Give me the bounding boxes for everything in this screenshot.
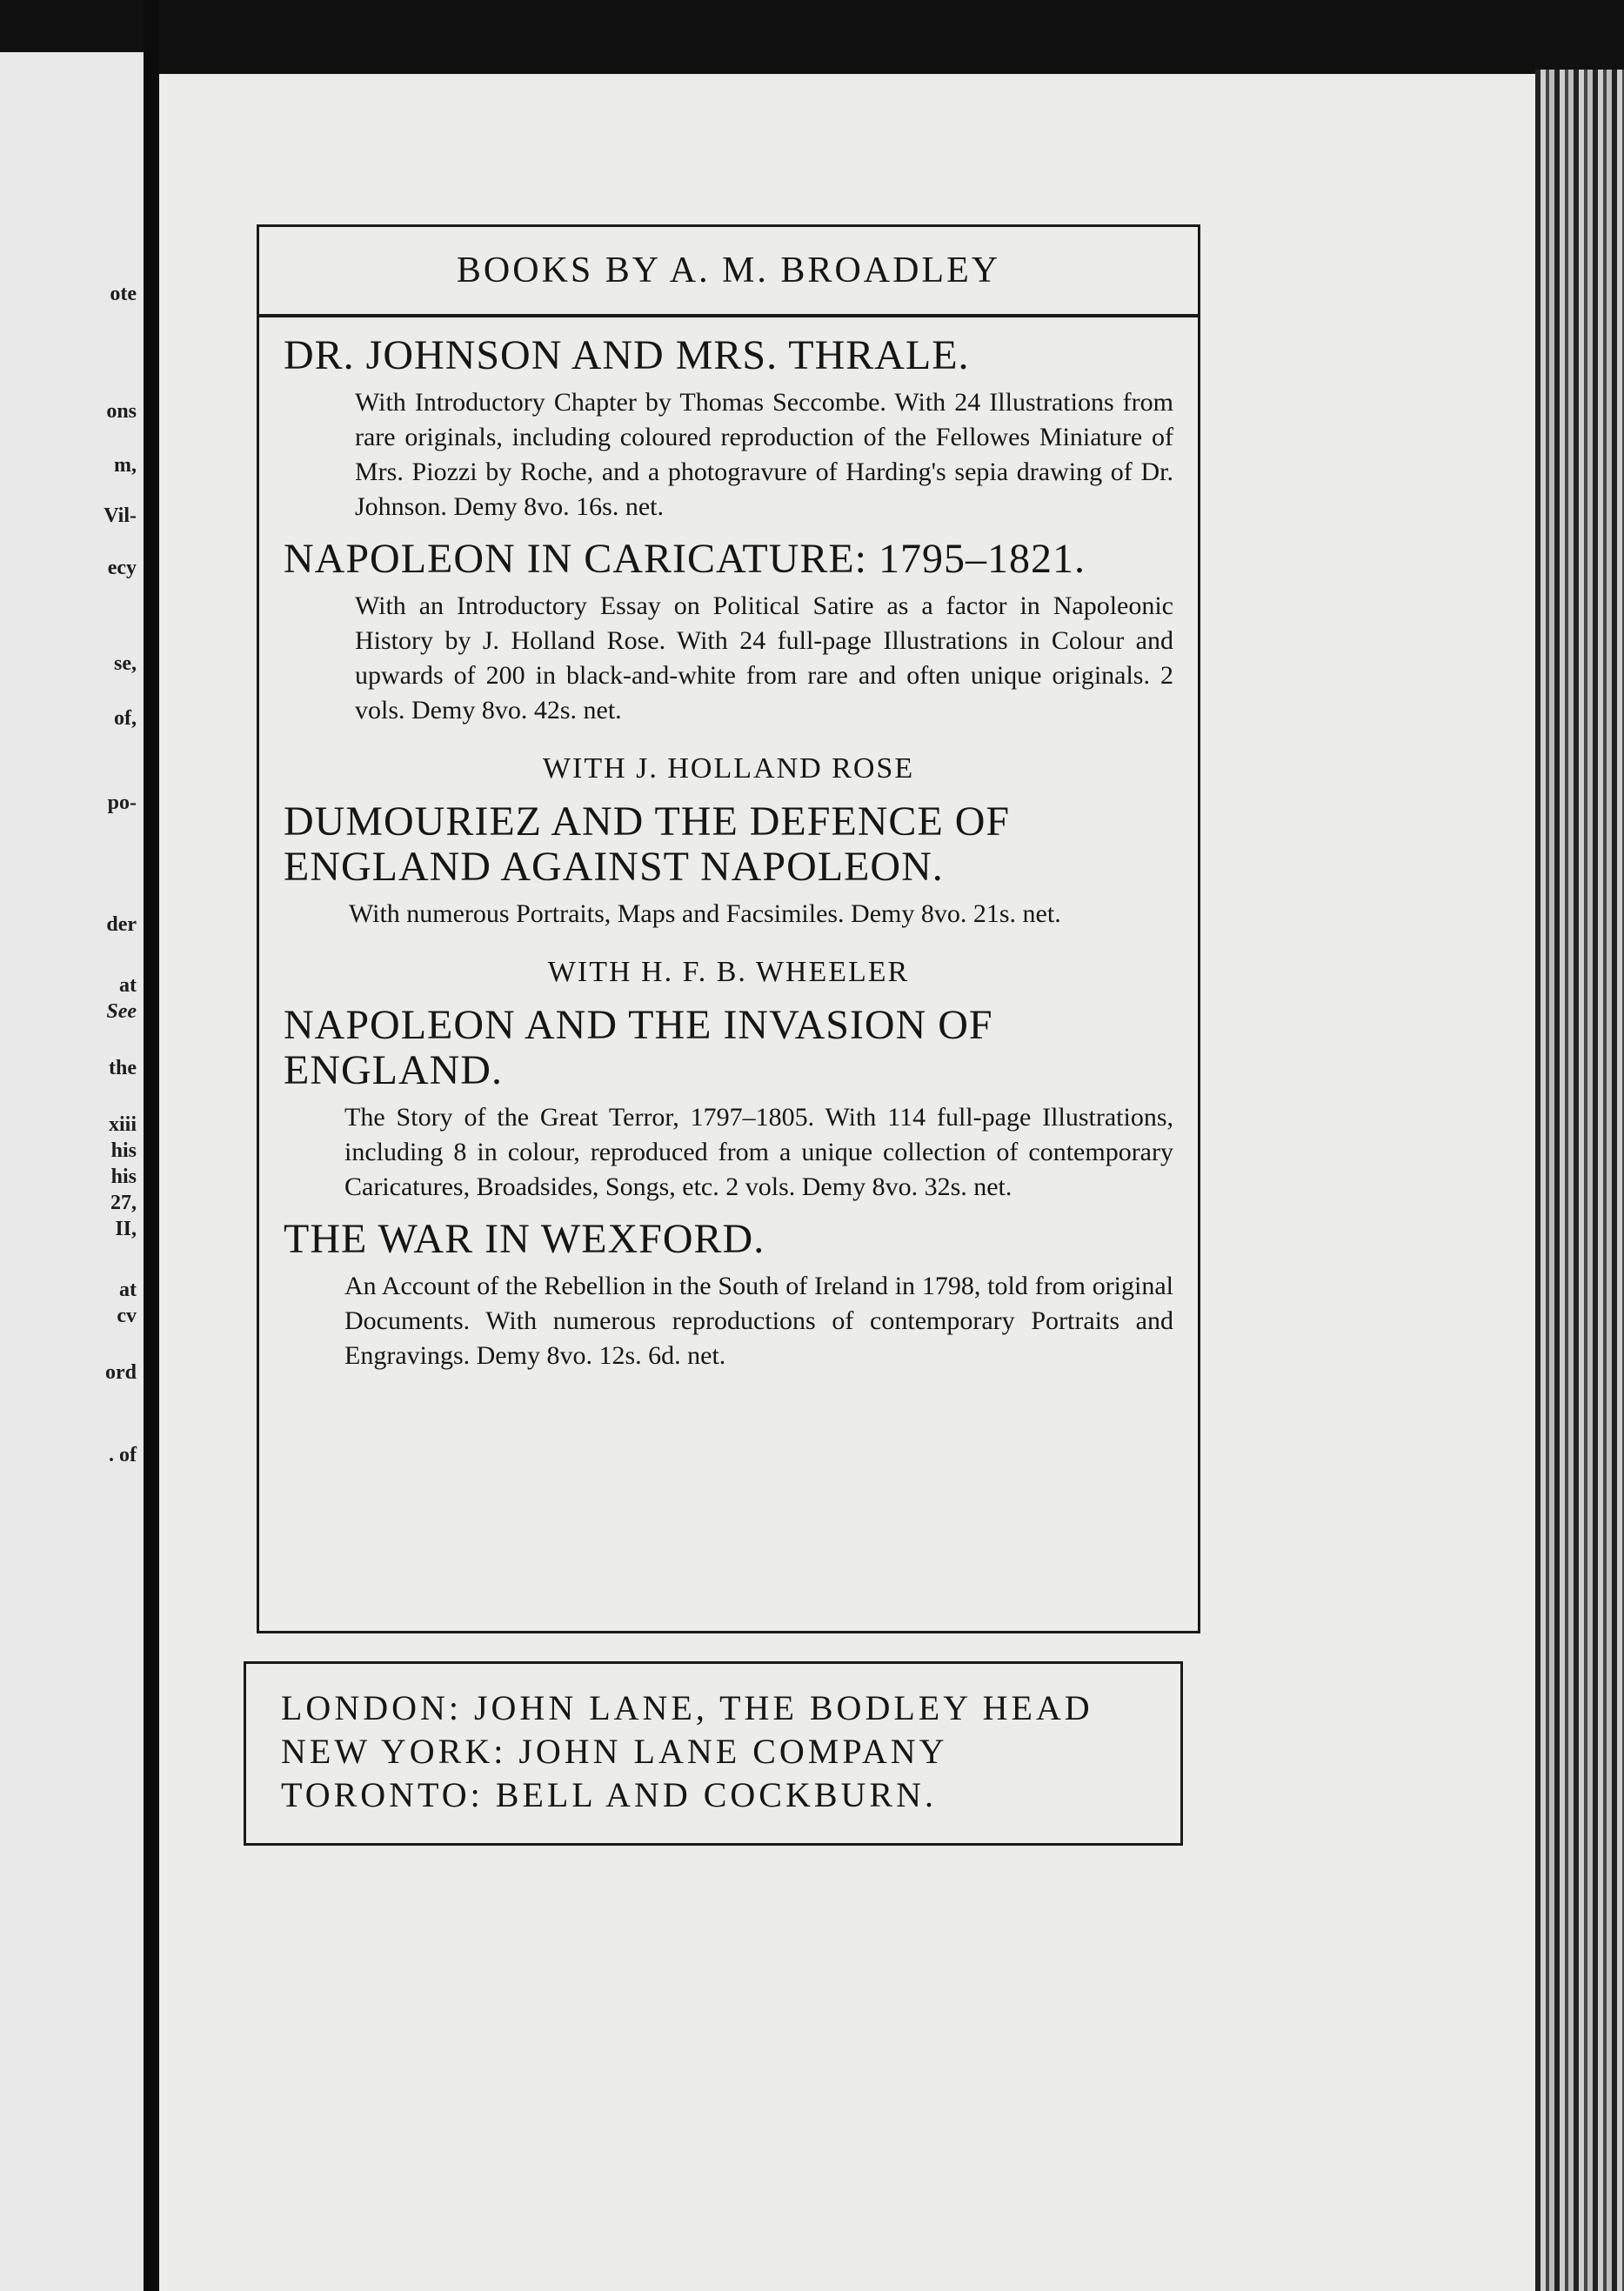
fragment-text: ons — [106, 400, 137, 423]
fragment-text: m, — [114, 454, 137, 477]
book-title: DR. JOHNSON AND MRS. THRALE. — [284, 332, 970, 378]
page-edges — [1535, 70, 1624, 2291]
fragment-text: his — [110, 1166, 137, 1188]
publisher-imprint — [244, 1661, 1183, 1846]
fragment-text: ote — [110, 283, 137, 305]
advertisement-box — [257, 224, 1200, 1633]
fragment-text: of, — [114, 707, 137, 730]
fragment-text: See — [106, 1000, 137, 1023]
fragment-text: 27, — [110, 1192, 137, 1214]
fragment-text: cv — [117, 1305, 137, 1327]
facing-page-fragment — [0, 52, 144, 2291]
imprint-toronto: TORONTO: BELL AND COCKBURN. — [281, 1775, 937, 1814]
fragment-text: xiii — [108, 1113, 137, 1136]
book-title: NAPOLEON AND THE INVASION OF ENGLAND. — [284, 1002, 993, 1093]
fragment-text: at — [119, 1279, 137, 1301]
fragment-text: po- — [107, 791, 137, 814]
fragment-text: his — [110, 1139, 137, 1162]
fragment-text: at — [119, 974, 137, 997]
fragment-text: ord — [105, 1361, 137, 1384]
imprint-london: LONDON: JOHN LANE, THE BODLEY HEAD — [281, 1688, 1093, 1727]
book-title: DUMOURIEZ AND THE DEFENCE OF ENGLAND AGAINST NAPOLEON. — [284, 798, 1011, 890]
collaborator-heading: WITH J. HOLLAND ROSE — [542, 752, 915, 785]
fragment-text: II, — [115, 1218, 137, 1240]
book-list — [259, 317, 1198, 1373]
book-entry — [284, 1003, 1173, 1205]
book-entry — [284, 799, 1173, 932]
book-title: NAPOLEON IN CARICATURE: 1795–1821. — [284, 536, 1086, 582]
book-title: THE WAR IN WEXFORD. — [284, 1216, 765, 1262]
imprint-new-york: NEW YORK: JOHN LANE COMPANY — [281, 1732, 948, 1771]
book-entry — [284, 333, 1173, 524]
book-description: An Account of the Rebellion in the South of Ireland in 1798, told from original Documents. With numerous reproductions of contemporary Portraits and Engravings. Demy 8vo. 12s. 6d. net. — [344, 1272, 1173, 1370]
fragment-text: se, — [114, 652, 137, 675]
book-description: With Introductory Chapter by Thomas Seccombe. With 24 Illustrations from rare originals, including coloured reproduction of the Fellowes Miniature of Mrs. Piozzi by Roche, and a photogravure of Harding's sepia drawing of Dr. Johnson. Demy 8vo. 16s. net. — [355, 388, 1173, 521]
fragment-text: ecy — [107, 557, 137, 579]
book-description: The Story of the Great Terror, 1797–1805. With 114 full-page Illustrations, including 8 in colour, reproduced from a unique collection of contemporary Caricatures, Broadsides, Songs, etc. 2 vols. Demy 8vo. 32s. net. — [344, 1103, 1173, 1201]
fragment-text: . of — [109, 1444, 137, 1466]
book-description: With numerous Portraits, Maps and Facsimiles. Demy 8vo. 21s. net. — [349, 899, 1061, 928]
book-entry — [284, 537, 1173, 728]
book-entry — [284, 1217, 1173, 1373]
fragment-text: Vil- — [104, 504, 137, 527]
collaborator-heading: WITH H. F. B. WHEELER — [547, 956, 910, 988]
fragment-text: the — [109, 1057, 137, 1079]
book-gutter — [144, 0, 159, 2291]
fragment-text: der — [106, 913, 137, 936]
advert-heading: BOOKS BY A. M. BROADLEY — [259, 227, 1198, 317]
book-description: With an Introductory Essay on Political Satire as a factor in Napoleonic History by J. Holland Rose. With 24 full-page Illustrations in Colour and upwards of 200 in black-and-white from rare and often unique originals. 2 vols. Demy 8vo. 42s. net. — [355, 591, 1173, 725]
